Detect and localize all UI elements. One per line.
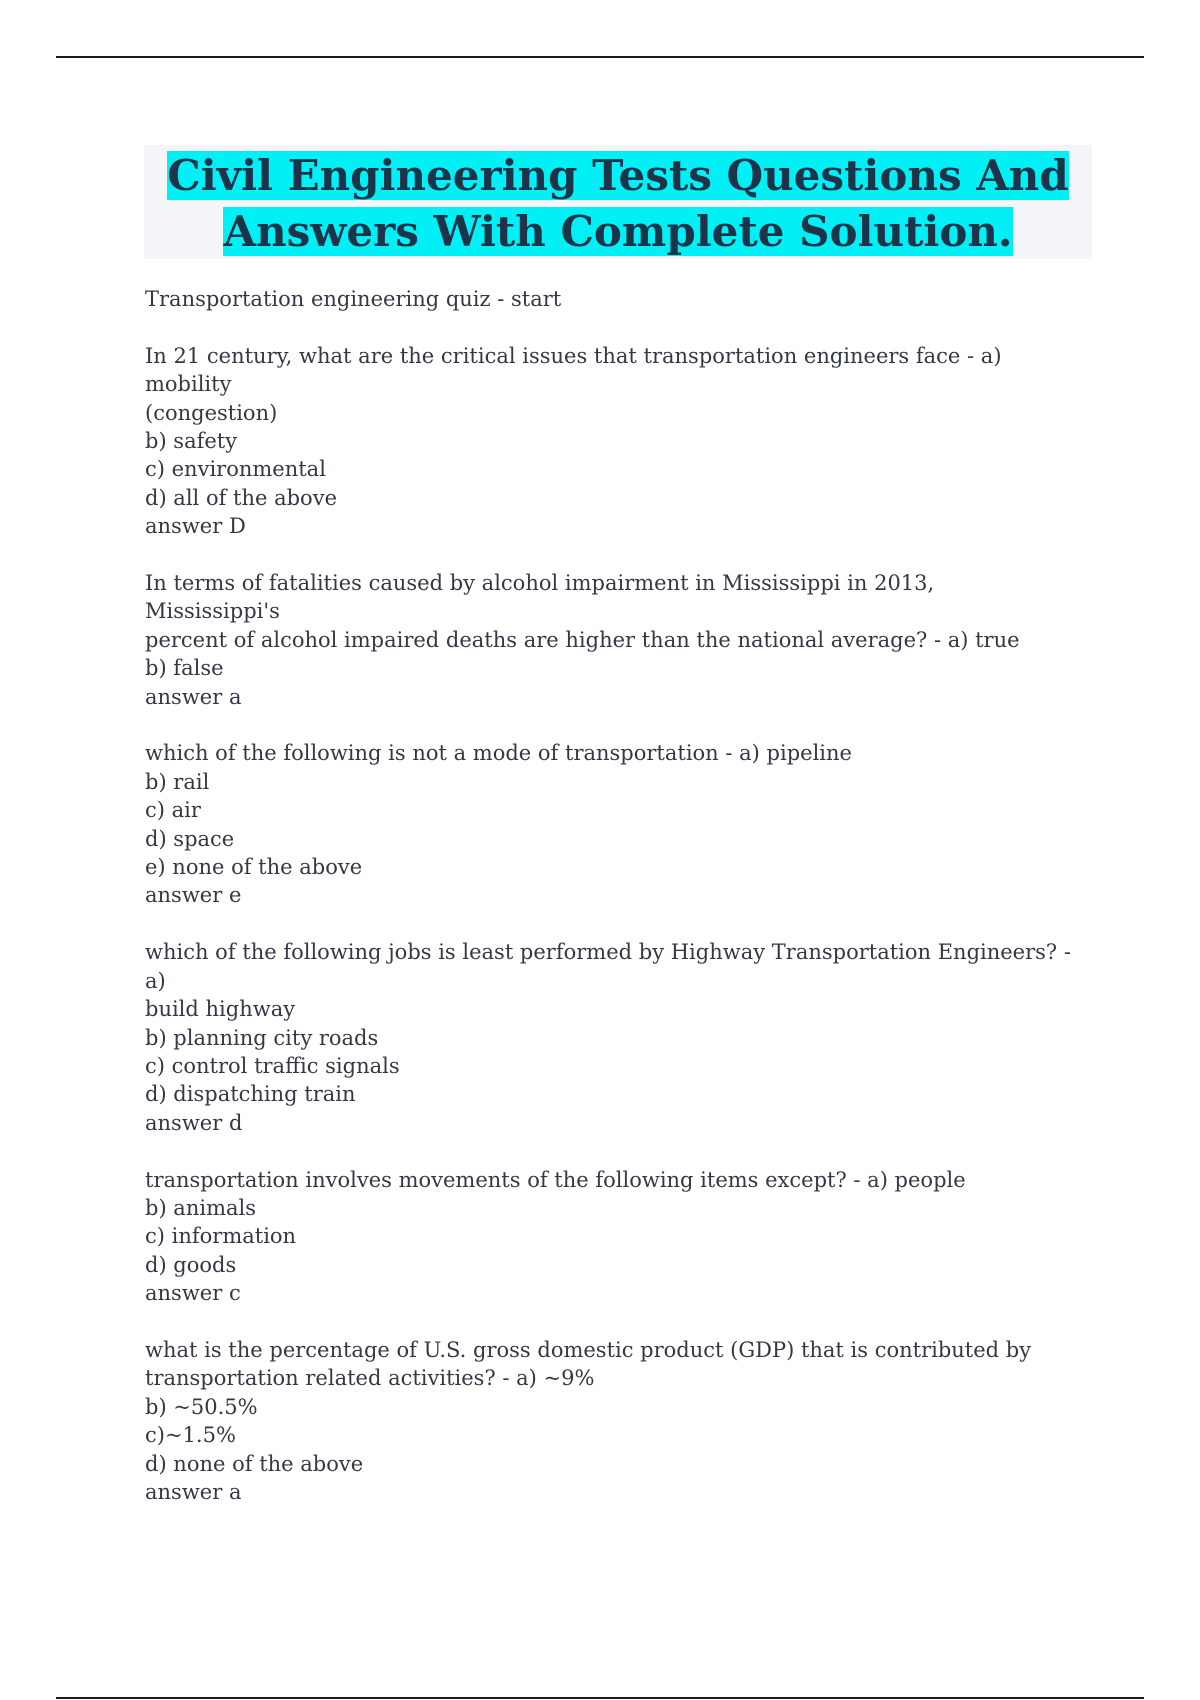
answer-option: c)~1.5% <box>145 1423 236 1448</box>
document-body <box>145 285 1078 1535</box>
answer-option: b) animals <box>145 1195 256 1220</box>
answer-option: b) false <box>145 656 224 681</box>
question-text: which of the following jobs is least performed by Highway Transportation Engineers? - a) <box>145 940 1078 993</box>
answer-option: b) safety <box>145 429 238 454</box>
answer-option: c) control traffic signals <box>145 1053 400 1078</box>
question-block-3 <box>145 739 1075 909</box>
correct-answer: answer e <box>145 883 242 908</box>
correct-answer: answer a <box>145 684 242 709</box>
question-text: transportation related activities? - a) ~9% <box>145 1366 595 1391</box>
quiz-intro: Transportation engineering quiz - start <box>145 287 562 311</box>
question-block-4 <box>145 938 1078 1137</box>
answer-option: b) rail <box>145 769 210 794</box>
answer-option: d) none of the above <box>145 1451 364 1476</box>
correct-answer: answer a <box>145 1479 242 1504</box>
footer-rule <box>56 1697 1144 1699</box>
answer-option: c) environmental <box>145 457 326 482</box>
question-text: (congestion) <box>145 400 278 425</box>
correct-answer: answer c <box>145 1281 241 1306</box>
answer-option: b) planning city roads <box>145 1025 379 1050</box>
question-text: percent of alcohol impaired deaths are higher than the national average? - a) true <box>145 627 1020 652</box>
question-text: In 21 century, what are the critical issues that transportation engineers face - a) mobility <box>145 343 1009 397</box>
title-line-2: Answers With Complete Solution. <box>223 207 1013 256</box>
question-text: which of the following is not a mode of transportation - a) pipeline <box>145 741 852 766</box>
answer-option: d) dispatching train <box>145 1082 356 1107</box>
answer-option: d) all of the above <box>145 485 337 510</box>
correct-answer: answer D <box>145 514 246 539</box>
answer-option: d) space <box>145 826 235 851</box>
question-text: build highway <box>145 997 296 1022</box>
document-title-box <box>144 145 1092 259</box>
document-title <box>144 145 1092 260</box>
question-block-5 <box>145 1166 1075 1308</box>
question-block-2 <box>145 569 1075 711</box>
header-rule <box>56 56 1144 58</box>
question-text: transportation involves movements of the following items except? - a) people <box>145 1167 966 1192</box>
question-block-1 <box>145 342 1075 541</box>
answer-option: b) ~50.5% <box>145 1394 258 1419</box>
answer-option: c) air <box>145 798 201 823</box>
question-text: what is the percentage of U.S. gross domestic product (GDP) that is contributed by <box>145 1337 1032 1362</box>
answer-option: d) goods <box>145 1252 237 1277</box>
title-line-1: Civil Engineering Tests Questions And <box>167 151 1069 200</box>
correct-answer: answer d <box>145 1110 243 1135</box>
quiz-intro-block <box>145 285 1075 313</box>
question-block-6 <box>145 1336 1075 1506</box>
answer-option: e) none of the above <box>145 855 363 880</box>
question-text: In terms of fatalities caused by alcohol impairment in Mississippi in 2013, Mississippi's <box>145 571 941 624</box>
answer-option: c) information <box>145 1224 297 1249</box>
